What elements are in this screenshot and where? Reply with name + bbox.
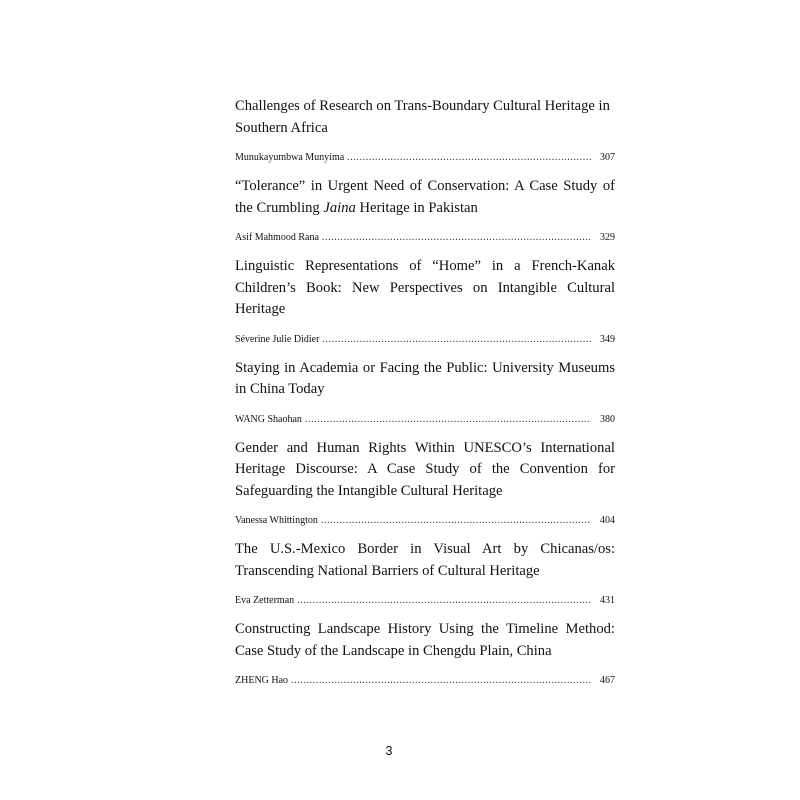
entry-title-text: Linguistic Representations of “Home” in a French-Kanak Children’s Book: New Perspectives on Intangible Cultural Heritage [235,258,615,317]
entry-author-row [235,515,615,526]
entry-title-text: “Tolerance” in Urgent Need of Conservation: A Case Study of the Crumbling [235,178,615,216]
dot-leader [322,232,591,243]
entry-author-row [235,232,615,243]
table-of-contents [235,96,615,699]
entry-page-number: 380 [600,413,615,425]
entry-author: WANG Shaohan [235,413,302,425]
toc-entry [235,96,615,163]
entry-title [235,358,615,401]
entry-title-text: The U.S.-Mexico Border in Visual Art by Chicanas/os: Transcending National Barriers of Cultural Heritage [235,541,615,579]
entry-author-row [235,414,615,425]
entry-title [235,96,615,139]
dot-leader [291,675,591,686]
entry-title [235,438,615,503]
toc-entry [235,358,615,425]
dot-leader [305,414,591,425]
entry-page-number: 349 [600,333,615,345]
entry-title [235,539,615,582]
entry-title-text-end: Heritage in Pakistan [355,199,478,216]
toc-entry [235,438,615,527]
entry-title-text: Constructing Landscape History Using the Timeline Method: Case Study of the Landscape in Chengdu Plain, China [235,621,615,659]
entry-author: Vanessa Whittington [235,515,318,526]
dot-leader [321,515,591,526]
entry-page-number: 467 [600,675,615,686]
entry-title [235,619,615,662]
entry-author-row [235,334,615,345]
entry-page-number: 329 [600,232,615,243]
toc-entry [235,539,615,606]
dot-leader [347,152,591,163]
entry-title [235,256,615,321]
entry-title-text: Challenges of Research on Trans-Boundary Cultural Heritage in Southern Africa [235,98,610,136]
entry-title [235,176,615,219]
entry-author: Eva Zetterman [235,595,295,606]
entry-title-text: Gender and Human Rights Within UNESCO’s International Heritage Discourse: A Case Study of the Convention for Safeguarding the Intangible Cultural Heritage [235,439,615,499]
entry-title-text: Staying in Academia or Facing the Public: University Museums in China Today [235,359,615,397]
entry-author: Asif Mahmood Rana [235,232,319,243]
toc-entry [235,176,615,243]
entry-title-italic: Jaina [323,199,356,216]
page-folio-number: 3 [385,744,393,758]
entry-page-number: 404 [600,515,615,526]
entry-page-number: 431 [600,595,615,606]
entry-author-row [235,595,615,606]
entry-author: Munukayumbwa Munyima [235,152,345,163]
entry-author-row [235,152,615,163]
toc-entry [235,256,615,345]
entry-page-number: 307 [600,152,615,163]
toc-entry [235,619,615,686]
dot-leader [297,595,591,606]
entry-author: Séverine Julie Didier [235,333,320,345]
dot-leader [322,334,591,345]
entry-author-row [235,675,615,686]
entry-author: ZHENG Hao [235,675,289,686]
